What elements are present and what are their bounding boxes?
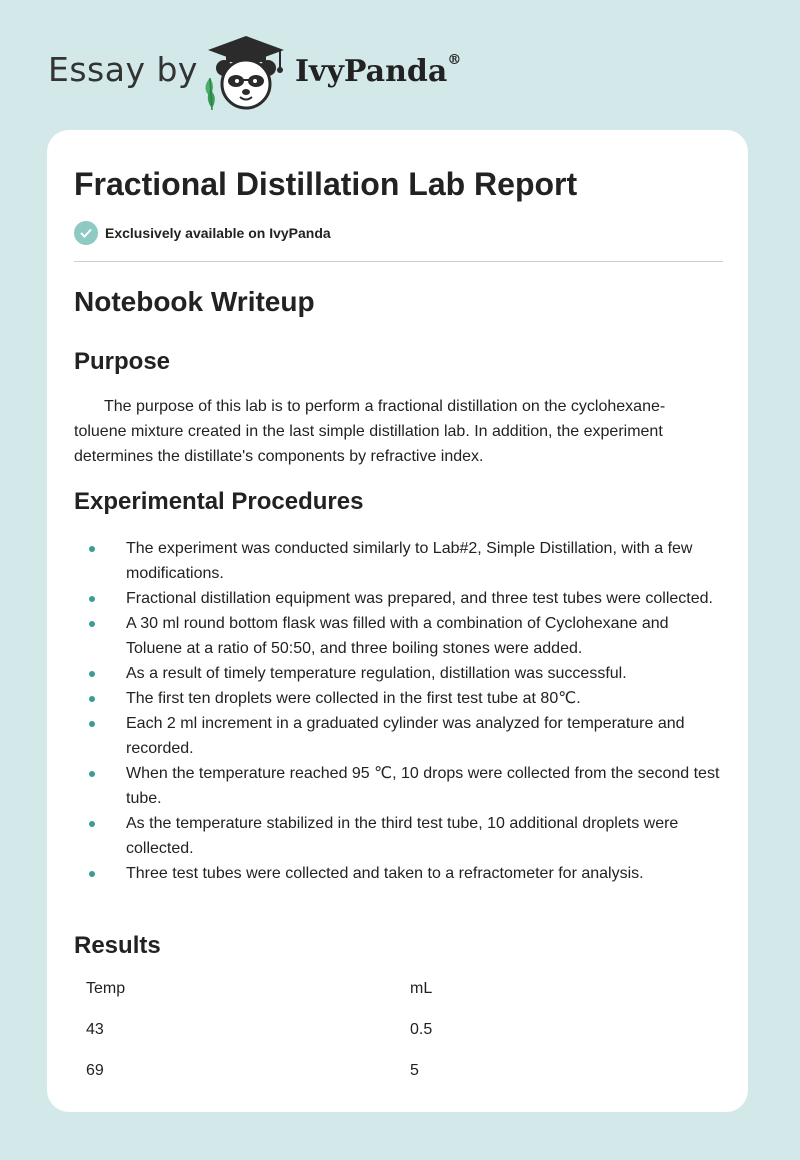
- table-cell: 69: [86, 1061, 104, 1079]
- procedures-heading: Experimental Procedures: [74, 488, 364, 515]
- list-item: Each 2 ml increment in a graduated cylinder was analyzed for temperature and recorded.: [74, 711, 724, 761]
- page-title: Fractional Distillation Lab Report: [74, 166, 578, 202]
- section-heading: Notebook Writeup: [74, 286, 315, 317]
- essay-by-label: Essay by: [48, 50, 198, 89]
- results-heading: Results: [74, 932, 161, 959]
- table-row: [74, 1009, 723, 1050]
- registered-mark: ®: [447, 52, 462, 68]
- list-item: The first ten droplets were collected in the first test tube at 80℃.: [74, 686, 724, 711]
- column-header-temp: Temp: [86, 979, 126, 997]
- divider: [74, 261, 723, 262]
- list-item: As a result of timely temperature regulation, distillation was successful.: [74, 661, 724, 686]
- list-item: Fractional distillation equipment was prepared, and three test tubes were collected.: [74, 586, 724, 611]
- table-cell: 43: [86, 1020, 104, 1038]
- table-row: [74, 1050, 723, 1091]
- exclusive-label: Exclusively available on IvyPanda: [105, 225, 331, 241]
- list-item: When the temperature reached 95 ℃, 10 drops were collected from the second test tube.: [74, 761, 724, 811]
- purpose-paragraph: The purpose of this lab is to perform a fractional distillation on the cyclohexane-toluene mixture created in the last simple distillation lab. In addition, the experiment determines the distillate's components by refractive index.: [74, 398, 666, 465]
- exclusive-badge: [74, 221, 331, 245]
- brand-label: IvyPanda: [295, 54, 448, 89]
- column-header-ml: mL: [410, 979, 433, 997]
- table-cell: 5: [410, 1061, 419, 1079]
- brand-name[interactable]: [295, 54, 461, 89]
- article-card: [47, 130, 748, 1112]
- list-item: A 30 ml round bottom flask was filled with a combination of Cyclohexane and Toluene at a ratio of 50:50, and three boiling stones were added.: [74, 611, 724, 661]
- list-item: The experiment was conducted similarly to Lab#2, Simple Distillation, with a few modifications.: [74, 536, 724, 586]
- purpose-heading: Purpose: [74, 348, 171, 375]
- panda-graduate-logo-icon[interactable]: [200, 34, 292, 112]
- results-table: [74, 968, 723, 1091]
- list-item: Three test tubes were collected and taken to a refractometer for analysis.: [74, 861, 724, 886]
- table-header-row: [74, 968, 723, 1009]
- procedures-list: [74, 536, 724, 886]
- check-icon: [74, 221, 98, 245]
- site-header: [0, 0, 800, 130]
- list-item: As the temperature stabilized in the third test tube, 10 additional droplets were collected.: [74, 811, 724, 861]
- table-cell: 0.5: [410, 1020, 433, 1038]
